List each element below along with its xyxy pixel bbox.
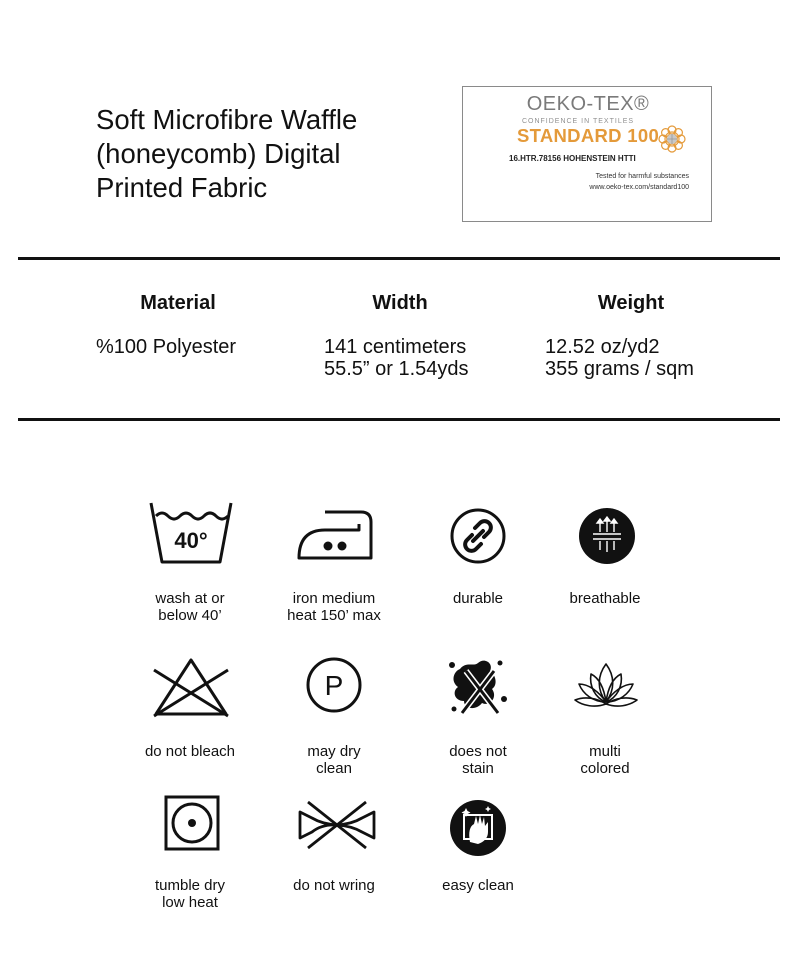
material-line-1: %100 Polyester — [96, 336, 237, 358]
care-caption-tumble — [115, 877, 265, 911]
width-heading: Width — [372, 292, 428, 314]
caption-line: stain — [462, 760, 494, 777]
caption-line: wash at or — [155, 590, 225, 607]
care-caption-multicolor — [530, 743, 680, 777]
care-caption-easyclean — [403, 877, 553, 894]
material-value — [96, 336, 236, 358]
no-stain-icon — [444, 655, 510, 719]
oeko-tex-tested: Tested for harmful substances — [595, 173, 689, 180]
caption-line: tumble dry — [154, 877, 226, 894]
care-caption-breathable — [530, 590, 680, 607]
material-heading: Material — [140, 292, 216, 314]
care-caption-wash — [115, 590, 265, 624]
caption-line: do not wring — [293, 877, 375, 894]
caption-line: below 40’ — [158, 607, 222, 624]
lotus-icon — [573, 660, 639, 710]
width-line-1: 141 centimeters — [324, 336, 467, 358]
caption-line: durable — [452, 590, 504, 607]
caption-line: multi — [589, 743, 621, 760]
durable-chain-icon — [448, 506, 508, 566]
weight-line-2: 355 grams / sqm — [545, 358, 694, 380]
weight-line-1: 12.52 oz/yd2 — [545, 336, 660, 358]
width-value — [324, 336, 469, 380]
caption-line: easy clean — [442, 877, 514, 894]
oeko-tex-url: www.oeko-tex.com/standard100 — [589, 184, 689, 191]
tumble-dry-low-icon — [163, 794, 221, 852]
bottom-divider — [18, 418, 780, 421]
caption-line: do not bleach — [144, 743, 236, 760]
care-caption-dryclean — [259, 743, 409, 777]
caption-line: iron medium — [292, 590, 376, 607]
easy-clean-icon — [448, 798, 508, 858]
title-line-1: Soft Microfibre Waffle — [96, 104, 358, 135]
oeko-tex-standard: STANDARD 100 — [517, 125, 660, 146]
iron-medium-icon — [295, 508, 377, 560]
title-line-2: (honeycomb) Digital — [96, 138, 341, 169]
oeko-tex-tagline: CONFIDENCE IN TEXTILES — [521, 118, 635, 125]
dry-clean-letter: P — [324, 670, 344, 701]
caption-line: low heat — [162, 894, 218, 911]
oeko-tex-rosette-icon — [655, 122, 689, 156]
breathable-icon — [577, 506, 637, 566]
caption-line: colored — [580, 760, 630, 777]
wash-40-icon — [148, 500, 234, 566]
care-caption-bleach — [115, 743, 265, 760]
care-caption-iron — [259, 590, 409, 624]
caption-line: clean — [316, 760, 352, 777]
width-line-2: 55.5” or 1.54yds — [324, 358, 469, 380]
weight-value — [545, 336, 694, 380]
oeko-tex-label — [462, 86, 712, 222]
oeko-tex-brand: OEKO-TEX® — [526, 93, 650, 115]
caption-line: breathable — [569, 590, 641, 607]
oeko-tex-code: 16.HTR.78156 HOHENSTEIN HTTI — [509, 154, 636, 163]
care-caption-wring — [259, 877, 409, 894]
title-line-3: Printed Fabric — [96, 172, 268, 203]
caption-line: heat 150’ max — [287, 607, 381, 624]
weight-heading: Weight — [597, 292, 665, 314]
no-bleach-icon — [152, 656, 230, 718]
product-title — [96, 103, 436, 205]
top-divider — [18, 257, 780, 260]
caption-line: may dry — [307, 743, 361, 760]
caption-line: does not — [449, 743, 507, 760]
dry-clean-icon — [305, 656, 363, 714]
no-wring-icon — [296, 800, 378, 850]
wash-temp-label: 40° — [174, 528, 208, 553]
